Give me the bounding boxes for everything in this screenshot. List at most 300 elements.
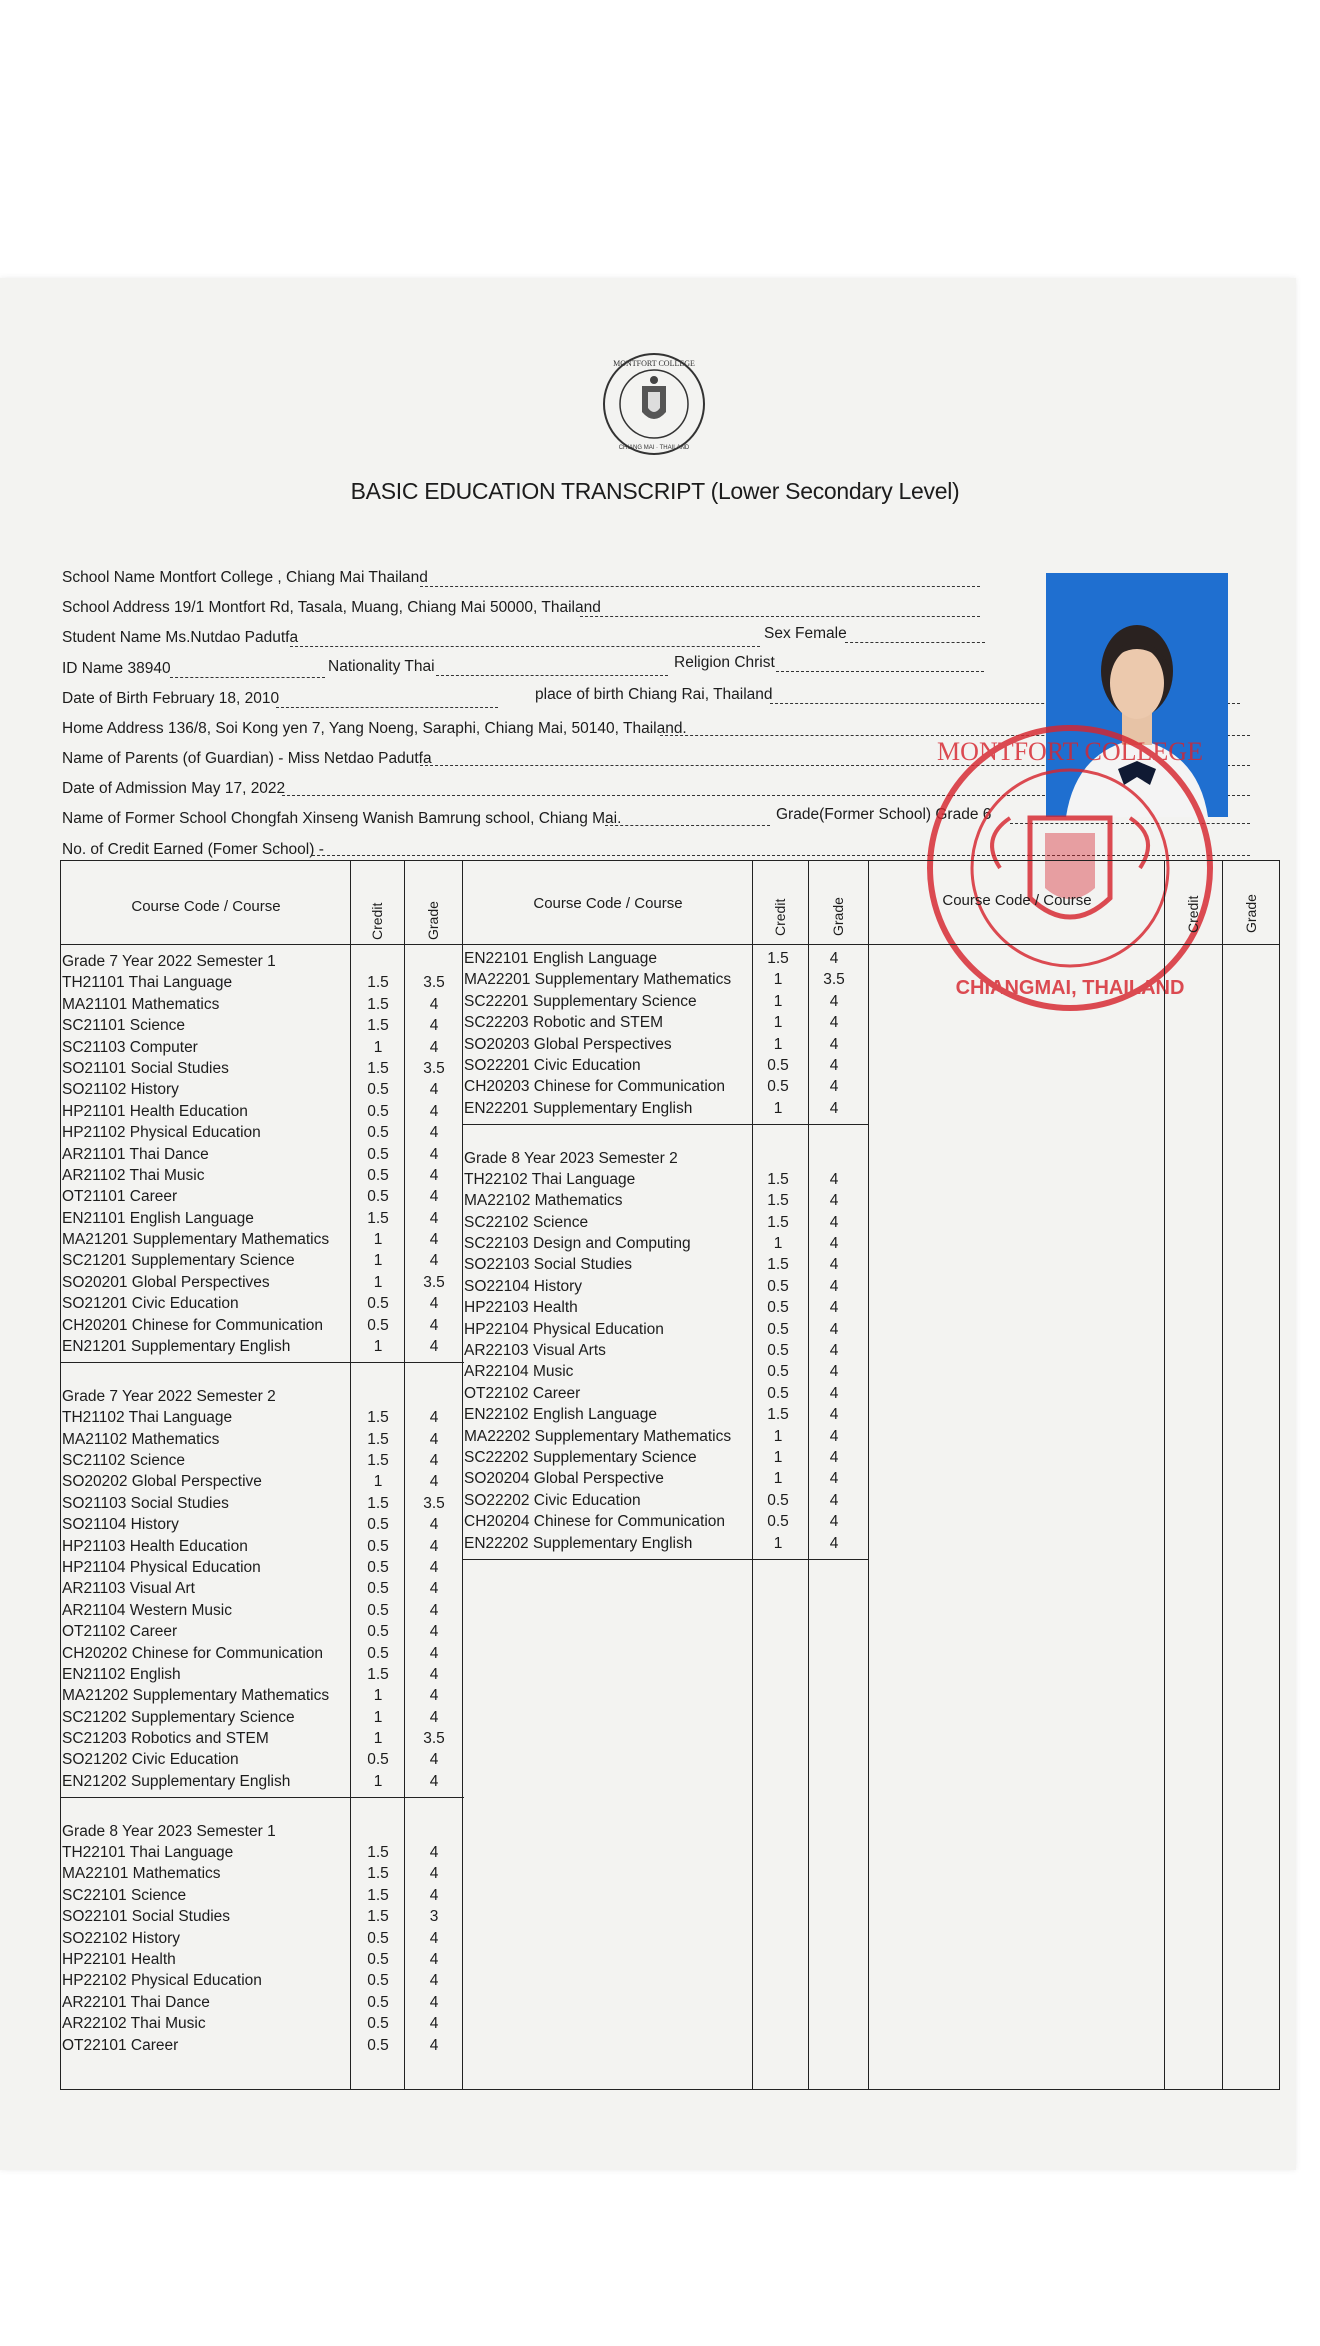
school-address-value: 19/1 Montfort Rd, Tasala, Muang, Chiang Mai 50000, Thailand xyxy=(174,599,601,616)
dotted-line xyxy=(776,671,984,672)
course-name: SC22201 Supplementary Science xyxy=(464,992,697,1010)
course-grade: 4 xyxy=(829,1513,839,1531)
seal-text-top: MONTFORT COLLEGE xyxy=(613,359,695,368)
course-name: MA21101 Mathematics xyxy=(62,995,220,1013)
semester-heading: Grade 8 Year 2023 Semester 2 xyxy=(464,1149,678,1167)
course-grade: 4 xyxy=(829,1014,839,1032)
course-credit: 0.5 xyxy=(367,1580,389,1598)
course-credit: 0.5 xyxy=(367,1537,389,1555)
course-name: CH20204 Chinese for Communication xyxy=(464,1513,726,1531)
course-credit: 1 xyxy=(373,1687,383,1705)
table-row xyxy=(62,1730,472,1751)
course-credit: 0.5 xyxy=(367,1188,389,1206)
course-grade: 4 xyxy=(829,1342,839,1360)
course-credit: 0.5 xyxy=(367,1145,389,1163)
course-name: SC22103 Design and Computing xyxy=(464,1235,691,1253)
admission-label: Date of Admission xyxy=(62,780,187,797)
col2-grade-header: Grade xyxy=(830,897,846,936)
course-name: EN22201 Supplementary English xyxy=(464,1099,693,1117)
course-credit: 1 xyxy=(773,1534,783,1552)
course-grade: 4 xyxy=(429,1451,439,1469)
nationality-field xyxy=(328,657,435,677)
course-name: SO22103 Social Studies xyxy=(464,1256,633,1274)
dotted-line xyxy=(436,675,668,676)
table-row xyxy=(62,1252,472,1273)
course-credit: 1.5 xyxy=(367,1886,389,1904)
course-grade: 4 xyxy=(429,1929,439,1947)
table-row xyxy=(62,1930,472,1951)
col3-credit-header: Credit xyxy=(1185,895,1201,933)
course-credit: 0.5 xyxy=(367,2036,389,2054)
course-credit: 1.5 xyxy=(367,1451,389,1469)
former-school-value: Chongfah Xinseng Wanish Bamrung school, Chiang Mai. xyxy=(230,810,622,827)
course-grade: 4 xyxy=(429,2036,439,2054)
course-name: OT22101 Career xyxy=(62,2036,179,2054)
sex-value: Female xyxy=(795,625,847,642)
school-name-label: School Name xyxy=(62,569,156,586)
course-grade: 4 xyxy=(829,1213,839,1231)
table-row xyxy=(62,1295,472,1316)
pob-field xyxy=(535,685,773,705)
course-grade: 4 xyxy=(829,1363,839,1381)
course-credit: 1.5 xyxy=(367,1017,389,1035)
course-grade: 4 xyxy=(429,1188,439,1206)
table-row xyxy=(62,1060,472,1081)
col1-grade-header: Grade xyxy=(425,901,441,940)
religion-label: Religion xyxy=(674,654,731,671)
course-credit: 1 xyxy=(373,1038,383,1056)
table-row xyxy=(62,1338,472,1359)
course-grade: 4 xyxy=(429,1081,439,1099)
semester-divider xyxy=(60,1797,464,1798)
table-row xyxy=(62,1317,472,1338)
course-grade: 4 xyxy=(829,1299,839,1317)
column-divider xyxy=(1164,860,1165,2090)
course-grade: 4 xyxy=(829,1170,839,1188)
course-name: OT21102 Career xyxy=(62,1623,178,1641)
course-name: MA22102 Mathematics xyxy=(464,1192,623,1210)
table-row xyxy=(62,1473,472,1494)
course-grade: 4 xyxy=(429,1601,439,1619)
table-row xyxy=(62,2015,472,2036)
course-grade: 4 xyxy=(829,1406,839,1424)
course-name: AR21102 Thai Music xyxy=(62,1166,205,1184)
course-grade: 4 xyxy=(429,1102,439,1120)
course-name: AR22104 Music xyxy=(464,1363,574,1381)
table-row xyxy=(62,1103,472,1124)
course-name: HP22103 Health xyxy=(464,1299,578,1317)
course-credit: 1 xyxy=(373,1252,383,1270)
table-row xyxy=(464,971,874,992)
course-name: SC21201 Supplementary Science xyxy=(62,1252,295,1270)
course-grade: 4 xyxy=(829,1277,839,1295)
course-grade: 4 xyxy=(429,1865,439,1883)
table-row xyxy=(62,1687,472,1708)
table-row xyxy=(62,1188,472,1209)
course-name: HP22101 Health xyxy=(62,1950,176,1968)
table-row xyxy=(62,1602,472,1623)
course-name: SC21203 Robotics and STEM xyxy=(62,1730,269,1748)
table-row xyxy=(62,1146,472,1167)
course-name: OT22102 Career xyxy=(464,1384,581,1402)
dotted-line xyxy=(170,677,325,678)
course-grade: 4 xyxy=(429,1950,439,1968)
course-credit: 0.5 xyxy=(767,1384,789,1402)
course-name: TH22102 Thai Language xyxy=(464,1170,636,1188)
table-spacer xyxy=(464,1128,874,1149)
table-row xyxy=(62,996,472,1017)
course-credit: 0.5 xyxy=(367,1558,389,1576)
former-grade-label: Grade(Former School) xyxy=(776,806,932,823)
course-grade: 4 xyxy=(429,1166,439,1184)
table-row xyxy=(464,1385,874,1406)
course-name: AR22103 Visual Arts xyxy=(464,1342,606,1360)
course-grade: 4 xyxy=(829,950,839,967)
course-name: TH21101 Thai Language xyxy=(62,974,233,992)
course-name: SO21102 History xyxy=(62,1081,179,1099)
course-credit: 1 xyxy=(773,971,783,989)
course-credit: 0.5 xyxy=(367,1929,389,1947)
table-row xyxy=(464,1214,874,1235)
course-grade: 4 xyxy=(429,1886,439,1904)
course-credit: 1.5 xyxy=(367,1908,389,1926)
course-grade: 3.5 xyxy=(423,1730,445,1748)
course-credit: 1 xyxy=(373,1338,383,1356)
table-row xyxy=(62,1516,472,1537)
table-row xyxy=(62,1580,472,1601)
course-grade: 3.5 xyxy=(423,974,445,992)
table-row xyxy=(464,1278,874,1299)
table-row xyxy=(62,1538,472,1559)
table-row xyxy=(62,1039,472,1060)
course-grade: 4 xyxy=(829,1427,839,1445)
table-row xyxy=(464,1299,874,1320)
course-credit: 0.5 xyxy=(367,1081,389,1099)
course-name: SC21102 Science xyxy=(62,1451,185,1469)
table-row xyxy=(464,1342,874,1363)
nationality-label: Nationality xyxy=(328,658,401,675)
course-name: EN21202 Supplementary English xyxy=(62,1772,291,1790)
course-grade: 3.5 xyxy=(423,1273,445,1291)
table-row xyxy=(62,1994,472,2015)
course-name: EN21201 Supplementary English xyxy=(62,1338,291,1356)
table-row xyxy=(62,1017,472,1038)
table-row xyxy=(62,1124,472,1145)
course-grade: 4 xyxy=(429,1038,439,1056)
course-credit: 1.5 xyxy=(367,1409,389,1427)
course-name: EN21101 English Language xyxy=(62,1209,254,1227)
course-credit: 0.5 xyxy=(367,1124,389,1142)
table-row xyxy=(62,1452,472,1473)
table-row xyxy=(62,1751,472,1772)
course-grade: 3.5 xyxy=(423,1494,445,1512)
course-name: SO21202 Civic Education xyxy=(62,1751,239,1769)
course-credit: 1 xyxy=(373,1473,383,1491)
course-name: SO21201 Civic Education xyxy=(62,1295,239,1313)
table-spacer xyxy=(62,1366,472,1387)
course-name: SO22201 Civic Education xyxy=(464,1056,641,1074)
course-name: SC21103 Computer xyxy=(62,1038,198,1056)
course-credit: 1.5 xyxy=(367,995,389,1013)
course-grade: 4 xyxy=(429,1665,439,1683)
parents-value: Miss Netdao Padutfa xyxy=(287,750,432,767)
table-row xyxy=(62,1409,472,1430)
course-name: TH21102 Thai Language xyxy=(62,1409,233,1427)
table-spacer xyxy=(62,1801,472,1822)
course-credit: 0.5 xyxy=(767,1342,789,1360)
course-grade: 4 xyxy=(429,1145,439,1163)
student-name-field xyxy=(62,628,298,648)
course-name: HP22102 Physical Education xyxy=(62,1972,262,1990)
course-credit: 0.5 xyxy=(367,2015,389,2033)
course-name: SO22101 Social Studies xyxy=(62,1908,231,1926)
course-grade: 4 xyxy=(429,1844,439,1862)
school-address-field xyxy=(62,598,601,618)
course-credit: 1.5 xyxy=(767,1213,789,1231)
course-name: MA22202 Supplementary Mathematics xyxy=(464,1427,732,1445)
col1-rows xyxy=(62,953,472,2058)
course-grade: 4 xyxy=(429,1993,439,2011)
course-name: HP21104 Physical Education xyxy=(62,1558,261,1576)
table-row xyxy=(464,1449,874,1470)
table-row xyxy=(62,1559,472,1580)
course-name: OT21101 Career xyxy=(62,1188,178,1206)
col2-credit-header: Credit xyxy=(772,898,788,936)
course-credit: 1.5 xyxy=(367,974,389,992)
course-credit: 1 xyxy=(373,1730,383,1748)
course-grade: 4 xyxy=(429,1338,439,1356)
former-school-field xyxy=(62,809,621,829)
table-row xyxy=(464,1036,874,1057)
table-row xyxy=(464,1057,874,1078)
table-row xyxy=(464,993,874,1014)
course-name: SO22104 History xyxy=(464,1277,583,1295)
pob-value: Chiang Rai, Thailand xyxy=(628,686,773,703)
course-grade: 4 xyxy=(829,1470,839,1488)
course-name: TH22101 Thai Language xyxy=(62,1844,234,1862)
course-credit: 0.5 xyxy=(767,1363,789,1381)
table-row xyxy=(464,1321,874,1342)
course-credit: 1.5 xyxy=(367,1209,389,1227)
religion-value: Christ xyxy=(734,654,775,671)
course-credit: 0.5 xyxy=(367,1166,389,1184)
table-row xyxy=(464,1470,874,1491)
course-grade: 4 xyxy=(429,1231,439,1249)
course-credit: 1 xyxy=(373,1708,383,1726)
course-name: SC22203 Robotic and STEM xyxy=(464,1014,664,1032)
course-name: AR22101 Thai Dance xyxy=(62,1993,210,2011)
nationality-value: Thai xyxy=(404,658,435,675)
table-row xyxy=(464,1078,874,1099)
course-credit: 0.5 xyxy=(367,1950,389,1968)
home-address-field xyxy=(62,719,687,739)
course-name: EN21102 English xyxy=(62,1665,181,1683)
course-grade: 4 xyxy=(429,1017,439,1035)
course-grade: 4 xyxy=(429,1124,439,1142)
table-row xyxy=(464,1256,874,1277)
course-credit: 1.5 xyxy=(767,1192,789,1210)
table-row xyxy=(464,1406,874,1427)
course-grade: 4 xyxy=(429,1644,439,1662)
course-grade: 3.5 xyxy=(423,1059,445,1077)
sex-label: Sex xyxy=(764,625,791,642)
student-name-value: Ms.Nutdao Padutfa xyxy=(165,629,299,646)
stamp-text-top: MONTFORT COLLEGE xyxy=(937,737,1203,766)
dob-field xyxy=(62,689,279,709)
course-credit: 1 xyxy=(773,1235,783,1253)
course-grade: 4 xyxy=(829,1056,839,1074)
course-grade: 4 xyxy=(429,1708,439,1726)
course-grade: 4 xyxy=(429,1772,439,1790)
col3-course-header: Course Code / Course xyxy=(942,892,1092,909)
course-grade: 3 xyxy=(429,1908,439,1926)
course-credit: 0.5 xyxy=(367,1316,389,1334)
course-grade: 4 xyxy=(429,1580,439,1598)
table-row xyxy=(62,1773,472,1794)
table-row xyxy=(62,1623,472,1644)
course-credit: 1 xyxy=(773,1035,783,1053)
col1-course-header: Course Code / Course xyxy=(131,898,281,915)
course-grade: 4 xyxy=(429,1558,439,1576)
course-name: AR21103 Visual Art xyxy=(62,1580,195,1598)
table-row xyxy=(464,1513,874,1534)
pob-label: place of birth xyxy=(535,686,624,703)
semester-divider xyxy=(60,1362,464,1363)
course-credit: 1.5 xyxy=(367,1865,389,1883)
course-credit: 1 xyxy=(773,1448,783,1466)
course-credit: 0.5 xyxy=(367,1993,389,2011)
former-school-label: Name of Former School xyxy=(62,810,227,827)
course-name: SO21103 Social Studies xyxy=(62,1494,229,1512)
table-row xyxy=(62,1908,472,1929)
semester-heading: Grade 7 Year 2022 Semester 1 xyxy=(62,953,276,970)
course-credit: 1.5 xyxy=(367,1059,389,1077)
course-credit: 0.5 xyxy=(367,1972,389,1990)
course-name: SC22101 Science xyxy=(62,1886,187,1904)
course-credit: 0.5 xyxy=(367,1102,389,1120)
sex-field xyxy=(764,624,847,644)
course-name: SO20203 Global Perspectives xyxy=(464,1035,672,1053)
table-row xyxy=(62,2037,472,2058)
course-name: SC22202 Supplementary Science xyxy=(464,1448,697,1466)
course-grade: 4 xyxy=(429,1316,439,1334)
table-row xyxy=(62,1887,472,1908)
course-credit: 0.5 xyxy=(767,1299,789,1317)
table-row xyxy=(62,1972,472,1993)
admission-field xyxy=(62,779,285,799)
seal-text-bottom: CHIANG MAI · THAILAND xyxy=(618,445,690,451)
course-name: AR21104 Western Music xyxy=(62,1601,233,1619)
course-name: SO20201 Global Perspectives xyxy=(62,1273,270,1291)
id-label: ID Name xyxy=(62,660,124,677)
table-row xyxy=(62,1274,472,1295)
course-name: MA21102 Mathematics xyxy=(62,1430,220,1448)
course-grade: 4 xyxy=(429,995,439,1013)
course-credit: 1.5 xyxy=(767,1256,789,1274)
course-name: AR22102 Thai Music xyxy=(62,2015,206,2033)
table-row xyxy=(62,1167,472,1188)
course-name: SC21101 Science xyxy=(62,1017,185,1035)
course-grade: 4 xyxy=(429,1473,439,1491)
course-grade: 4 xyxy=(429,1687,439,1705)
course-grade: 4 xyxy=(429,1516,439,1534)
dob-label: Date of Birth xyxy=(62,690,149,707)
table-row xyxy=(464,1535,874,1556)
course-credit: 1 xyxy=(773,1427,783,1445)
course-name: MA22101 Mathematics xyxy=(62,1865,221,1883)
course-credit: 0.5 xyxy=(767,1056,789,1074)
course-grade: 4 xyxy=(829,1078,839,1096)
course-name: CH20203 Chinese for Communication xyxy=(464,1078,726,1096)
table-row xyxy=(464,1492,874,1513)
table-row xyxy=(464,1100,874,1121)
former-grade-value: Grade 6 xyxy=(935,806,992,823)
course-credit: 0.5 xyxy=(367,1751,389,1769)
semester-divider xyxy=(462,1559,868,1560)
table-row xyxy=(62,1844,472,1865)
course-name: SO20202 Global Perspective xyxy=(62,1473,262,1491)
course-credit: 1.5 xyxy=(367,1844,389,1862)
course-name: HP21101 Health Education xyxy=(62,1102,248,1120)
course-grade: 4 xyxy=(829,1256,839,1274)
dotted-line xyxy=(580,616,980,617)
admission-value: May 17, 2022 xyxy=(191,780,286,797)
course-name: HP21102 Physical Education xyxy=(62,1124,261,1142)
course-grade: 4 xyxy=(829,1235,839,1253)
course-name: SO21101 Social Studies xyxy=(62,1059,229,1077)
table-row xyxy=(62,1666,472,1687)
table-row xyxy=(62,1081,472,1102)
course-credit: 1.5 xyxy=(367,1494,389,1512)
course-grade: 4 xyxy=(429,1972,439,1990)
course-credit: 0.5 xyxy=(767,1491,789,1509)
course-credit: 1.5 xyxy=(767,1406,789,1424)
course-name: MA21202 Supplementary Mathematics xyxy=(62,1687,330,1705)
course-credit: 1 xyxy=(373,1772,383,1790)
course-grade: 4 xyxy=(429,2015,439,2033)
credits-earned-field xyxy=(62,840,324,860)
table-row xyxy=(464,1171,874,1192)
course-grade: 4 xyxy=(429,1409,439,1427)
table-row xyxy=(62,1231,472,1252)
course-grade: 4 xyxy=(829,1491,839,1509)
course-name: EN22102 English Language xyxy=(464,1406,658,1424)
table-row xyxy=(62,974,472,995)
course-credit: 0.5 xyxy=(767,1320,789,1338)
table-row xyxy=(464,1428,874,1449)
course-credit: 0.5 xyxy=(367,1295,389,1313)
course-name: SC22102 Science xyxy=(464,1213,589,1231)
college-seal-logo xyxy=(602,352,706,456)
course-credit: 1 xyxy=(773,992,783,1010)
course-grade: 4 xyxy=(429,1209,439,1227)
course-grade: 4 xyxy=(429,1430,439,1448)
table-row xyxy=(62,1865,472,1886)
course-grade: 4 xyxy=(829,1099,839,1117)
dotted-line xyxy=(290,646,760,647)
course-credit: 1 xyxy=(773,1470,783,1488)
col1-credit-header: Credit xyxy=(369,902,385,940)
course-grade: 4 xyxy=(429,1252,439,1270)
course-credit: 0.5 xyxy=(367,1601,389,1619)
credits-earned-label: No. of Credit Earned (Fomer School) - xyxy=(62,841,324,858)
student-name-label: Student Name xyxy=(62,629,162,646)
table-row xyxy=(62,1495,472,1516)
course-credit: 0.5 xyxy=(367,1516,389,1534)
semester-heading: Grade 8 Year 2023 Semester 1 xyxy=(62,1822,276,1840)
course-grade: 4 xyxy=(829,992,839,1010)
course-grade: 3.5 xyxy=(823,971,845,989)
